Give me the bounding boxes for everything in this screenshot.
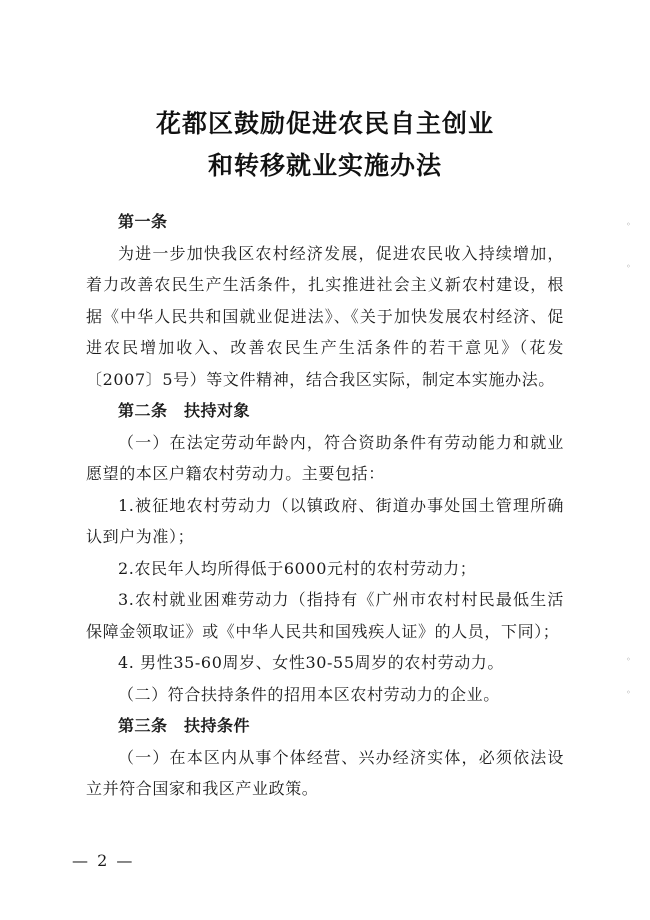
binding-mark-icon: ◦	[626, 262, 631, 271]
document-title-line-2: 和转移就业实施办法	[207, 151, 442, 180]
article-2-line: 愿望的本区户籍农村劳动力。主要包括：	[86, 464, 385, 483]
article-3-line: （一）在本区内从事个体经营、兴办经济实体，必须依法设	[118, 747, 564, 767]
article-2-line: （二）符合扶持条件的招用本区农村劳动力的企业。	[118, 684, 500, 704]
binding-mark-icon: ◦	[626, 688, 631, 697]
article-2-heading: 第二条 扶持对象	[118, 401, 251, 420]
article-2-line: 3.农村就业困难劳动力（指持有《广州市农村村民最低生活	[118, 590, 564, 609]
document-title-line-1: 花都区鼓励促进农民自主创业	[155, 109, 494, 138]
article-1-line: 进农民增加收入、改善农民生产生活条件的若干意见》（花发	[86, 338, 564, 357]
binding-mark-icon: ◦	[626, 655, 631, 664]
article-2-line: 2.农民年人均所得低于6000元村的农村劳动力；	[118, 558, 477, 578]
page-number: — 2 —	[72, 851, 135, 870]
article-1-heading: 第一条	[118, 212, 168, 231]
article-2-line: （一）在法定劳动年龄内，符合资助条件有劳动能力和就业	[118, 432, 564, 452]
article-1-line: 为进一步加快我区农村经济发展，促进农民收入持续增加，	[118, 243, 564, 263]
article-2-line: 认到户为准）；	[86, 527, 195, 546]
document-body	[86, 206, 564, 805]
article-2-line: 1.被征地农村劳动力（以镇政府、街道办事处国土管理所确	[118, 495, 564, 515]
article-1-line: 着力改善农民生产生活条件，扎实推进社会主义新农村建设，根	[86, 275, 564, 294]
binding-mark-icon: ◦	[626, 220, 631, 229]
article-3-heading: 第三条 扶持条件	[118, 716, 251, 735]
article-2-line: 4. 男性35-60周岁、女性30-55周岁的农村劳动力。	[118, 653, 505, 672]
article-1-line: 〔2007〕5号）等文件精神，结合我区实际，制定本实施办法。	[86, 369, 555, 389]
article-2-line: 保障金领取证》或《中华人民共和国残疾人证》的人员，下同）；	[86, 621, 560, 641]
article-3-line: 立并符合国家和我区产业政策。	[86, 779, 319, 798]
article-1-line: 据《中华人民共和国就业促进法》、《关于加快发展农村经济、促	[86, 306, 564, 326]
